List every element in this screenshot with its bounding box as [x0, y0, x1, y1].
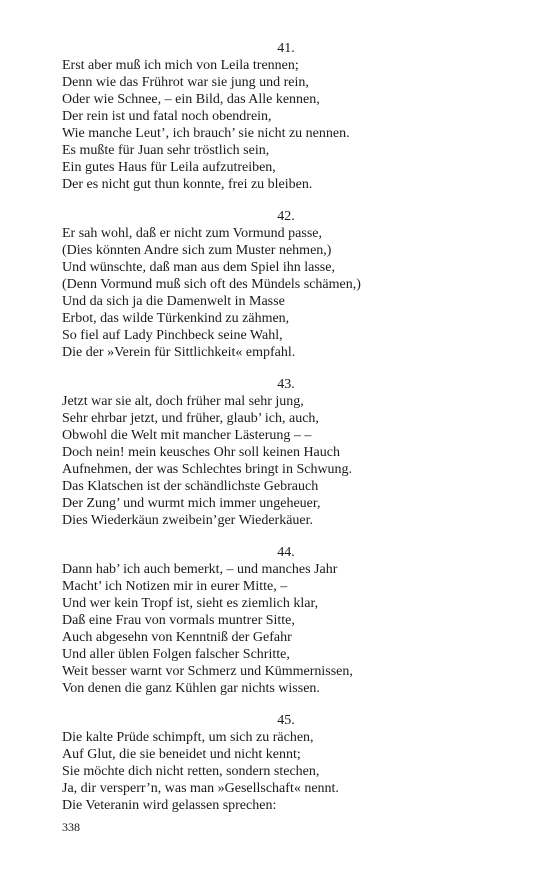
- verse-line: Ein gutes Haus für Leila aufzutreiben,: [62, 160, 276, 175]
- verse-line: Jetzt war sie alt, doch früher mal sehr jung,: [62, 394, 304, 409]
- poem-page: [62, 40, 502, 829]
- stanza-42: [62, 208, 502, 361]
- stanza-number: 45.: [277, 713, 295, 728]
- verse-line: Und wer kein Tropf ist, sieht es ziemlich klar,: [62, 596, 319, 611]
- verse-line: Macht’ ich Notizen mir in eurer Mitte, –: [62, 579, 288, 594]
- verse-line: Das Klatschen ist der schändlichste Gebrauch: [62, 479, 319, 494]
- verse-line: Sehr ehrbar jetzt, und früher, glaub’ ich, auch,: [62, 411, 319, 426]
- verse-line: Sie möchte dich nicht retten, sondern stechen,: [62, 764, 320, 779]
- verse-line: Obwohl die Welt mit mancher Lästerung – –: [62, 428, 312, 443]
- verse-line: Doch nein! mein keusches Ohr soll keinen Hauch: [62, 445, 340, 460]
- verse-line: Ja, dir versperr’n, was man »Gesellschaft« nennt.: [62, 781, 339, 796]
- verse-line: Erst aber muß ich mich von Leila trennen;: [62, 58, 299, 73]
- page-number: 338: [62, 820, 80, 834]
- stanza-number: 44.: [277, 545, 295, 560]
- verse-line: Der Zung’ und wurmt mich immer ungeheuer,: [62, 496, 321, 511]
- verse-line: Von denen die ganz Kühlen gar nichts wissen.: [62, 681, 320, 696]
- verse-line: Daß eine Frau von vormals muntrer Sitte,: [62, 613, 295, 628]
- stanza-number: 42.: [277, 209, 295, 224]
- verse-line: Auch abgesehn von Kenntniß der Gefahr: [62, 630, 292, 645]
- verse-line: Aufnehmen, der was Schlechtes bringt in Schwung.: [62, 462, 353, 477]
- verse-line: Wie manche Leut’, ich brauch’ sie nicht zu nennen.: [62, 126, 350, 141]
- verse-line: Es mußte für Juan sehr tröstlich sein,: [62, 143, 270, 158]
- verse-line: Der rein ist und fatal noch obendrein,: [62, 109, 272, 124]
- verse-line: Weit besser warnt vor Schmerz und Kümmernissen,: [62, 664, 353, 679]
- verse-line: Die kalte Prüde schimpft, um sich zu rächen,: [62, 730, 314, 745]
- stanza-45: [62, 712, 502, 814]
- verse-line: Und aller üblen Folgen falscher Schritte,: [62, 647, 290, 662]
- verse-line: Erbot, das wilde Türkenkind zu zähmen,: [62, 311, 290, 326]
- stanza-44: [62, 544, 502, 697]
- verse-line: Auf Glut, die sie beneidet und nicht kennt;: [62, 747, 301, 762]
- stanza-41: [62, 40, 502, 193]
- verse-line: Denn wie das Frührot war sie jung und rein,: [62, 75, 309, 90]
- verse-line: Oder wie Schnee, – ein Bild, das Alle kennen,: [62, 92, 320, 107]
- verse-line: Er sah wohl, daß er nicht zum Vormund passe,: [62, 226, 322, 241]
- verse-line: (Dies könnten Andre sich zum Muster nehmen,): [62, 243, 332, 258]
- verse-line: (Denn Vormund muß sich oft des Mündels schämen,): [62, 277, 361, 292]
- verse-line: Und da sich ja die Damenwelt in Masse: [62, 294, 285, 309]
- verse-line: Der es nicht gut thun konnte, frei zu bleiben.: [62, 177, 313, 192]
- verse-line: So fiel auf Lady Pinchbeck seine Wahl,: [62, 328, 283, 343]
- verse-line: Die Veteranin wird gelassen sprechen:: [62, 798, 277, 813]
- verse-line: Die der »Verein für Sittlichkeit« empfahl.: [62, 345, 296, 360]
- stanza-43: [62, 376, 502, 529]
- verse-line: Dann hab’ ich auch bemerkt, – und manches Jahr: [62, 562, 338, 577]
- stanza-number: 43.: [277, 377, 295, 392]
- stanza-number: 41.: [277, 41, 295, 56]
- verse-line: Dies Wiederkäun zweibein’ger Wiederkäuer.: [62, 513, 314, 528]
- verse-line: Und wünschte, daß man aus dem Spiel ihn lasse,: [62, 260, 335, 275]
